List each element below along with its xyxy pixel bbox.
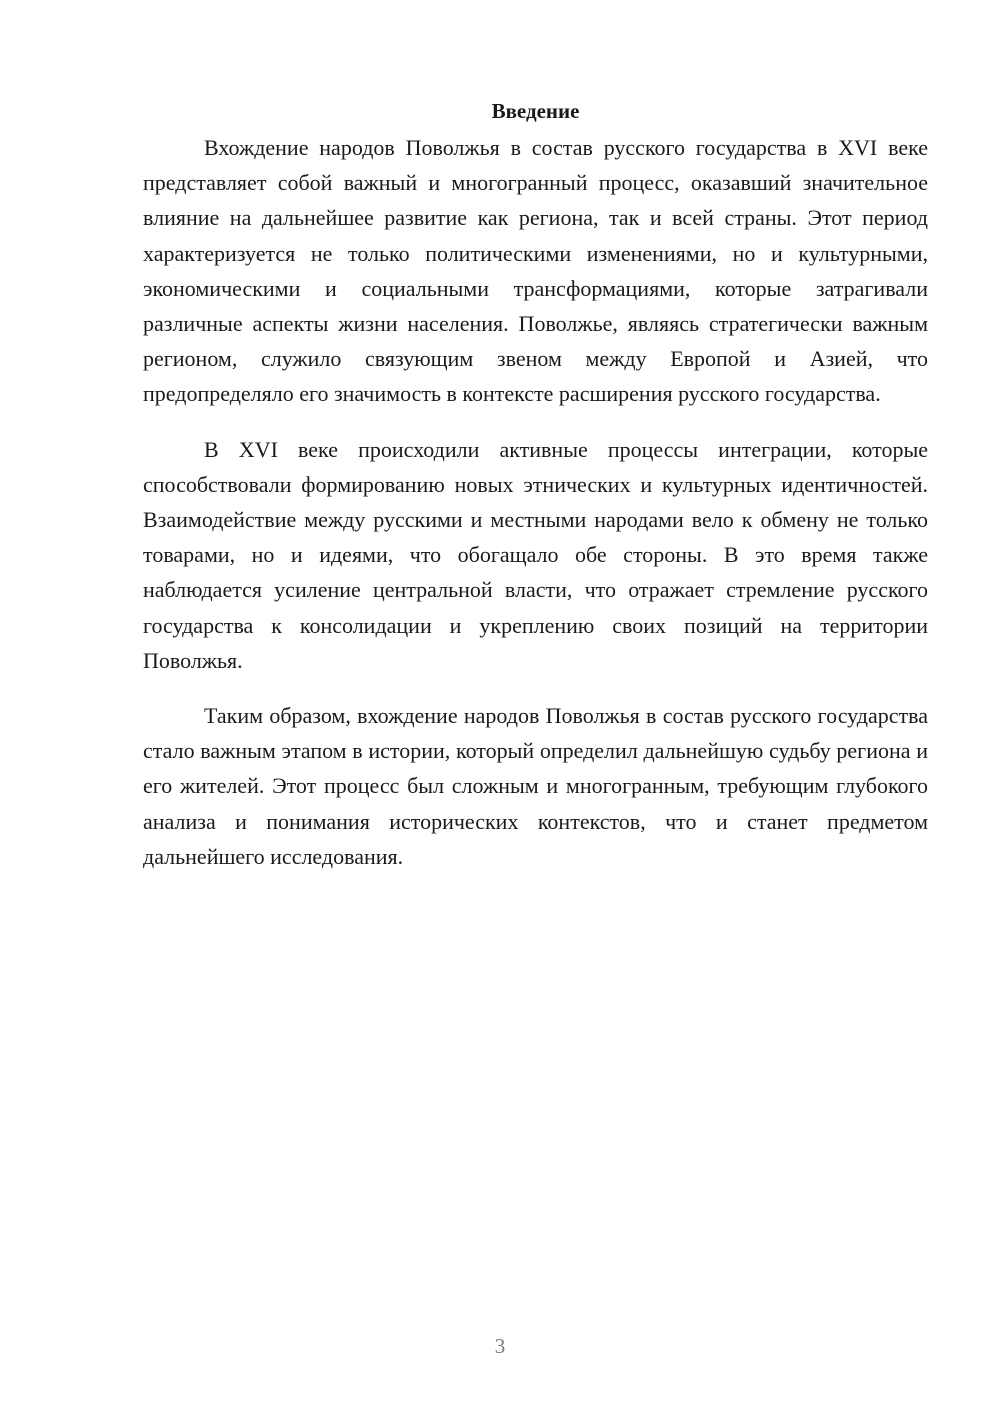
- paragraph-1: Вхождение народов Поволжья в состав русского государства в XVI веке представляет собой важный и многогранный процесс, оказавший значительное влияние на дальнейшее развитие как региона, так и всей страны. Этот период характеризуется не только политическими изменениями, но и культурными, экономическими и социальными трансформациями, которые затрагивали различные аспекты жизни населения. Поволжье, являясь стратегически важным регионом, служило связующим звеном между Европой и Азией, что предопределяло его значимость в контексте расширения русского государства.: [143, 135, 928, 407]
- page-number: 3: [494, 1334, 506, 1358]
- section-title: Введение: [491, 99, 580, 123]
- paragraph-2: В XVI веке происходили активные процессы интеграции, которые способствовали формированию новых этнических и культурных идентичностей. Взаимодействие между русскими и местными народами вело к обмену не только товарами, но и идеями, что обогащало обе стороны. В это время также наблюдается усиление центральной власти, что отражает стремление русского государства к консолидации и укреплению своих позиций на территории Поволжья.: [143, 436, 928, 673]
- page-content: [143, 96, 928, 894]
- paragraph-3: Таким образом, вхождение народов Поволжья в состав русского государства стало важным этапом в истории, который определил дальнейшую судьбу региона и его жителей. Этот процесс был сложным и многогранным, требующим глубокого анализа и понимания исторических контекстов, что и станет предметом дальнейшего исследования.: [143, 703, 928, 869]
